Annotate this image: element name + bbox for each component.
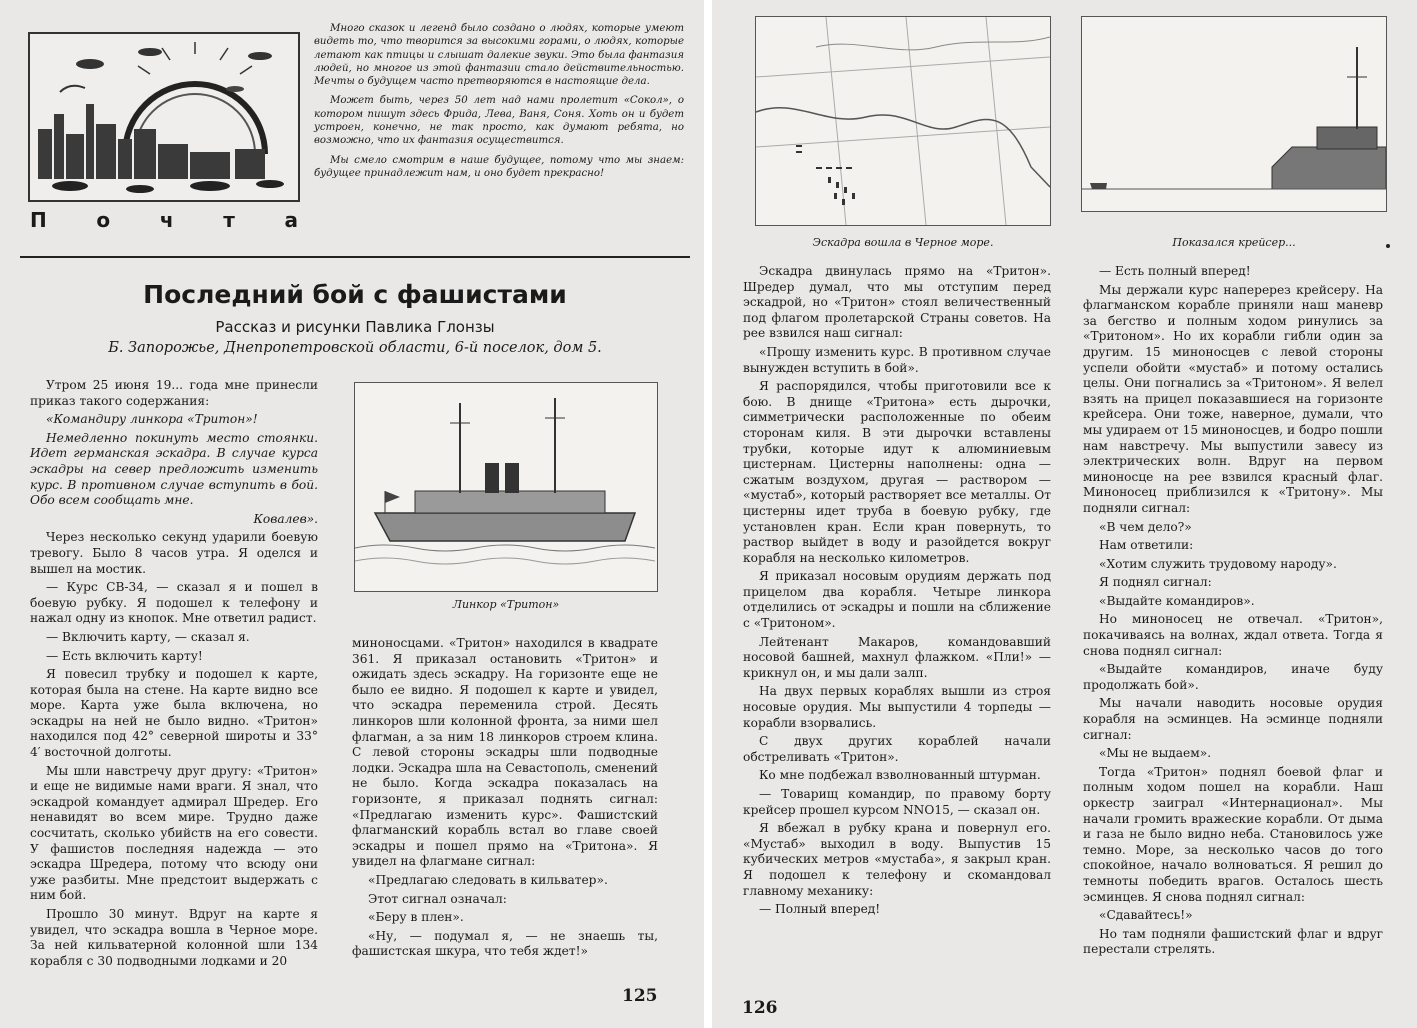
paragraph: Я вбежал в рубку крана и повернул его. «Мустаб» выходил в воду. Выпустив 15 кубических метров «мустаба», я закрыл кран. Я подошел к телефону и скомандовал главному механику: (743, 821, 1051, 898)
paragraph: — Товарищ командир, по правому борту крейсер прошел курсом NNO15, — сказал он. (743, 787, 1051, 817)
paragraph: Мы держали курс наперерез крейсеру. На флагманском корабле приняли наш маневр за бегство и полным ходом ринулись за «Тритоном». Но их корабли гибли один за другим. 15 миноносцев с левой стороны успели обойти «мустаб» и потому остались целы. Они погнались за «Тритоном». Я велел взять на прицел показавшиеся на горизонте крейсера. Они тоже, наверное, думали, что мы удираем от 15 миноносцев, и бодро пошли нам навстречу. Мы выпустили завесу из электрических волн. Вдруг на первом миноносце на рее взвился красный флаг. Миноносец приблизился к «Тритону». Мы подняли сигнал: (1083, 282, 1383, 515)
city-airplanes-illustration (30, 34, 298, 200)
paragraph: Я поднял сигнал: (1099, 575, 1212, 590)
cruiser-drawing (1081, 16, 1387, 212)
paragraph: «Сдавайтесь!» (1099, 908, 1193, 923)
right-column-1 (743, 264, 1051, 921)
editorial-intro (314, 22, 684, 186)
section-heading (30, 208, 300, 232)
battleship-illustration (355, 383, 657, 591)
paragraph: — Полный вперед! (759, 902, 881, 917)
paragraph: «В чем дело?» (1099, 519, 1192, 534)
section-letter: ч (159, 208, 176, 232)
paragraph: Тогда «Тритон» поднял боевой флаг и полным ходом пошел на корабли. Наш оркестр заиграл «Интернационал». Мы начали громить вражеские корабли. От дыма и газа не было видно неба. Становилось уже темно. Море, за несколько часов до того спокойное, начало волноваться. Я решил до темноты победить врагов. Осталось шесть эсминцев. Я снова поднял сигнал: (1083, 764, 1383, 904)
paragraph: «Мы не выдаем». (1099, 746, 1212, 761)
paragraph: Прошло 30 минут. Вдруг на карте я увидел, что эскадра вошла в Черное море. За ней кильватерной колонной шли 134 корабля с 30 подводными лодками и 20 (30, 907, 318, 968)
section-letter: о (96, 208, 113, 232)
paragraph: Нам ответили: (1099, 538, 1194, 553)
right-page (712, 0, 1417, 1028)
paragraph: — Включить карту, — сказал я. (46, 629, 250, 644)
paragraph: «Предлагаю следовать в кильватер». (368, 872, 608, 887)
paragraph: Мы начали наводить носовые орудия корабля на эсминцев. На эсминце подняли сигнал: (1083, 696, 1383, 742)
page-number: 126 (742, 998, 778, 1018)
paragraph: Но там подняли фашистский флаг и вдруг перестали стрелять. (1083, 926, 1383, 957)
order-signature: Ковалев». (253, 511, 318, 526)
paragraph: Мы шли навстречу друг другу: «Тритон» и еще не видимые нами враги. Я знал, что эскадрой командует адмирал Шредер. Его ненавидят во всем мире. Трудно даже сосчитать, сколько убийств на его совести. У фашистов последняя надежда — это эскадра Шредера, потому что всюду они уже разбиты. Мне предстоит выдержать с ним бой. (30, 763, 318, 903)
map-caption: Эскадра вошла в Черное море. (812, 236, 994, 249)
section-divider (20, 256, 690, 258)
paragraph: миноносцами. «Тритон» находился в квадрате 361. Я приказал остановить «Тритон» и ожидать здесь эскадру. На горизонте еще не было ее видно. Я подошел к карте и увидел, что эскадра переменила строй. Десять линкоров шли колонной фронта, за ними шел флагман, а за ним 18 линкоров строем клина. С левой стороны эскадры шли подводные лодки. Эскадра шла на Севастополь, сменений не было. Когда эскадра показалась на горизонте, я приказал поднять сигнал: «Предлагаю изменить курс». Фашистский флагманский корабль встал во главе своей эскадры и пошел прямо на «Тритона». Я увидел на флагмане сигнал: (352, 636, 658, 869)
paragraph: Через несколько секунд ударили боевую тревогу. Было 8 часов утра. Я оделся и вышел на мостик. (30, 530, 318, 576)
paragraph: — Есть включить карту! (46, 648, 203, 663)
order-text: Немедленно покинуть место стоянки. Идет германская эскадра. В случае курса эскадры на север предложить изменить курс. В противном случае вступить в бой. Обо всем сообщать мне. (30, 430, 318, 508)
page-gutter (704, 0, 712, 1028)
left-column-1 (30, 378, 318, 972)
page-number: 125 (622, 986, 658, 1006)
paragraph: На двух первых кораблях вышли из строя носовые орудия. Мы выпустили 4 торпеды — корабли взорвались. (743, 684, 1051, 730)
paragraph: Эскадра двинулась прямо на «Тритон». Шредер думал, что мы отступим перед эскадрой, но «Тритон» стоял величественный под флагом пролетарской Страны советов. На рее взвился наш сигнал: (743, 264, 1051, 341)
paragraph: — Курс СВ-34, — сказал я и пошел в боевую рубку. Я подошел к телефону и нажал одну из кнопок. Мне ответил радист. (30, 580, 318, 626)
paragraph: «Беру в плен». (368, 910, 464, 925)
paragraph: С двух других кораблей начали обстреливать «Тритон». (743, 734, 1051, 764)
intro-paragraph: Мы смело смотрим в наше будущее, потому что мы знаем: будущее принадлежит нам, и оно будет прекрасно! (314, 154, 684, 179)
paragraph: Я повесил трубку и подошел к карте, которая была на стене. На карте видно все море. Карта уже была включена, но эскадры на ней не было видно. «Тритон» находился под 42° северной широты и 33° 4′ восточной долготы. (30, 667, 318, 760)
paragraph: — Есть полный вперед! (1099, 264, 1251, 278)
black-sea-map-drawing (755, 16, 1051, 226)
map-illustration (756, 17, 1050, 225)
paragraph: Этот сигнал означал: (368, 891, 507, 906)
section-letter: а (284, 208, 300, 232)
right-column-2 (1083, 264, 1383, 961)
bullet-dot (1386, 244, 1390, 248)
paragraph: «Хотим служить трудовому народу». (1099, 556, 1337, 571)
battleship-triton-drawing (354, 382, 658, 592)
paragraph: Ко мне подбежал взволнованный штурман. (759, 768, 1041, 783)
order-text: «Командиру линкора «Тритон»! (46, 412, 258, 427)
cruiser-illustration (1082, 17, 1386, 211)
section-letter: П (30, 208, 49, 232)
intro-paragraph: Много сказок и легенд было создано о людях, которые умеют видеть то, что творится за высокими горами, о людях, которые летают как птицы и слышат далекие звуки. Это была фантазия людей, но многое из этой фантазии стало действительностью. Мечты о будущем часто претворяются в настоящие дела. (314, 23, 684, 88)
paragraph: «Ну, — подумал я, — не знаешь ты, фашистская шкура, что тебя ждет!» (352, 928, 658, 959)
story-subtitle: Рассказ и рисунки Павлика Глонзы (215, 318, 495, 336)
author-address: Б. Запорожье, Днепропетровской области, 6-й поселок, дом 5. (108, 340, 602, 356)
story-title: Последний бой с фашистами (143, 280, 567, 309)
paragraph: «Выдайте командиров». (1099, 593, 1255, 608)
paragraph: Я приказал носовым орудиям держать под прицелом два корабля. Четыре линкора отделились от эскадры и пошли на сближение с «Тритоном». (743, 569, 1051, 631)
battleship-caption: Линкор «Тритон» (452, 598, 560, 611)
paragraph: Но миноносец не отвечал. «Тритон», покачиваясь на волнах, ждал ответа. Тогда я снова поднял сигнал: (1083, 612, 1383, 658)
paragraph: Я распорядился, чтобы приготовили все к бою. В днище «Тритона» есть дырочки, симметрически расположенные по обеим сторонам киля. В эти дырочки вставлены трубки, которые идут к алюминиевым цистернам. Цистерны наполнены: одна — сжатым воздухом, другая — раствором — «мустаб», который растворяет все металлы. От цистерны идет труба в боевую рубку, где установлен кран. Если кран повернуть, то раствор выйдет в воду и разойдется вокруг корабля на несколько километров. (743, 379, 1051, 565)
paragraph: Лейтенант Макаров, командовавший носовой башней, махнул флажком. «Пли!» — крикнул он, и мы дали залп. (743, 634, 1051, 680)
paragraph: «Прошу изменить курс. В противном случае вынужден вступить в бой». (743, 344, 1051, 375)
intro-paragraph: Может быть, через 50 лет над нами пролетит «Сокол», о котором пишут здесь Фрида, Лева, Ваня, Соня. Хоть он и будет устроен, конечно, не так просто, как думают ребята, но возможно, что их фантазия осуществится. (314, 95, 684, 147)
section-letter: т (223, 208, 237, 232)
cruiser-caption: Показался крейсер... (1172, 236, 1296, 249)
paragraph: «Выдайте командиров, иначе буду продолжать бой». (1083, 662, 1383, 692)
paragraph: Утром 25 июня 19... года мне принесли приказ такого содержания: (30, 378, 318, 408)
left-column-2 (352, 636, 658, 963)
city-airplanes-drawing (28, 32, 300, 202)
left-page (0, 0, 704, 1028)
